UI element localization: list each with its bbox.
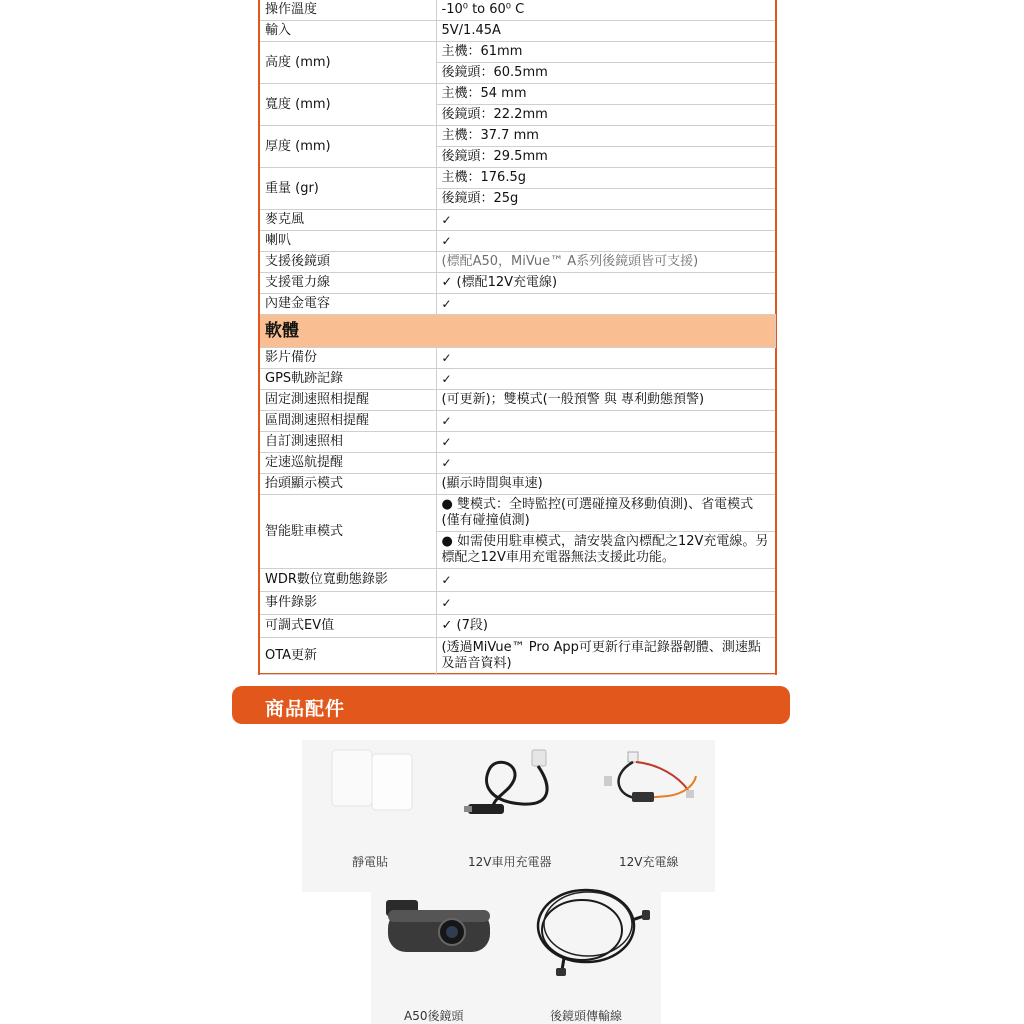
check-icon: ✓ — [436, 348, 775, 369]
spec-value: ● 如需使用駐車模式，請安裝盒內標配之12V充電線。另標配之12V車用充電器無法支援此功能。 — [436, 532, 775, 569]
car-charger-icon — [462, 746, 562, 826]
table-row — [260, 569, 775, 592]
table-row — [260, 168, 775, 189]
spec-label: 支援後鏡頭 — [260, 252, 436, 273]
hardwire-cable-icon — [598, 746, 702, 816]
spec-label: 內建金電容 — [260, 294, 436, 315]
table-row — [260, 273, 775, 294]
spec-value: ✓ (7段) — [436, 615, 775, 638]
check-icon: ✓ — [436, 369, 775, 390]
spec-value: (顯示時間與車速) — [436, 474, 775, 495]
table-row — [260, 42, 775, 63]
table-row — [260, 432, 775, 453]
check-icon: ✓ — [436, 569, 775, 592]
spec-value: 主機：37.7 mm — [436, 126, 775, 147]
section-title: 軟體 — [260, 315, 775, 348]
table-row — [260, 348, 775, 369]
table-row — [260, 390, 775, 411]
spec-table — [260, 0, 776, 675]
spec-table-container — [258, 0, 777, 675]
table-row — [260, 21, 775, 42]
table-row — [260, 411, 775, 432]
table-row — [260, 210, 775, 231]
accessory-label: 12V充電線 — [619, 855, 679, 869]
table-row — [260, 294, 775, 315]
accessory-label: A50後鏡頭 — [404, 1009, 464, 1023]
table-row — [260, 369, 775, 390]
spec-label: 喇叭 — [260, 231, 436, 252]
spec-label: GPS軌跡記錄 — [260, 369, 436, 390]
spec-label: 抬頭顯示模式 — [260, 474, 436, 495]
accessories-banner — [232, 686, 790, 724]
section-header-software — [260, 315, 775, 348]
table-row — [260, 592, 775, 615]
spec-label: WDR數位寬動態錄影 — [260, 569, 436, 592]
table-row — [260, 0, 775, 21]
spec-label: 重量 (gr) — [260, 168, 436, 210]
spec-label: 區間測速照相提醒 — [260, 411, 436, 432]
table-row — [260, 474, 775, 495]
accessory-label: 後鏡頭傳輸線 — [550, 1009, 623, 1023]
spec-value: 後鏡頭：60.5mm — [436, 63, 775, 84]
spec-label: 支援電力線 — [260, 273, 436, 294]
spec-label: 可調式EV值 — [260, 615, 436, 638]
spec-label: 厚度 (mm) — [260, 126, 436, 168]
spec-value: 5V/1.45A — [436, 21, 775, 42]
check-icon: ✓ — [436, 592, 775, 615]
spec-value: ✓ (標配12V充電線) — [436, 273, 775, 294]
spec-value: -10⁰ to 60⁰ C — [436, 0, 775, 21]
table-row — [260, 126, 775, 147]
check-icon: ✓ — [436, 231, 775, 252]
check-icon: ✓ — [436, 294, 775, 315]
spec-value: 主機：61mm — [436, 42, 775, 63]
spec-value: (透過MiVue™ Pro App可更新行車記錄器韌體、測速點及語音資料) — [436, 638, 775, 675]
spec-value: (標配A50，MiVue™ A系列後鏡頭皆可支援) — [436, 252, 775, 273]
table-row — [260, 638, 775, 675]
spec-label: 影片備份 — [260, 348, 436, 369]
check-icon: ✓ — [436, 411, 775, 432]
spec-label: 智能駐車模式 — [260, 495, 436, 569]
spec-label: 高度 (mm) — [260, 42, 436, 84]
check-icon: ✓ — [436, 210, 775, 231]
spec-label: 固定測速照相提醒 — [260, 390, 436, 411]
accessories-title: 商品配件 — [265, 698, 346, 720]
accessory-label: 12V車用充電器 — [468, 855, 552, 869]
spec-label: 事件錄影 — [260, 592, 436, 615]
spec-label: 自訂測速照相 — [260, 432, 436, 453]
spec-value: ● 雙模式：全時監控(可選碰撞及移動偵測)、省電模式(僅有碰撞偵測) — [436, 495, 775, 532]
accessory-label: 靜電貼 — [352, 855, 389, 869]
spec-label: OTA更新 — [260, 638, 436, 675]
spec-label: 麥克風 — [260, 210, 436, 231]
table-row — [260, 615, 775, 638]
table-row — [260, 231, 775, 252]
spec-value: 主機：54 mm — [436, 84, 775, 105]
spec-value: 後鏡頭：29.5mm — [436, 147, 775, 168]
spec-label: 操作溫度 — [260, 0, 436, 21]
table-row — [260, 453, 775, 474]
rear-camera-icon — [382, 896, 494, 958]
check-icon: ✓ — [436, 432, 775, 453]
spec-label: 定速巡航提醒 — [260, 453, 436, 474]
rear-camera-cable-icon — [524, 880, 654, 978]
table-row — [260, 495, 775, 532]
spec-value: 主機：176.5g — [436, 168, 775, 189]
table-row — [260, 84, 775, 105]
spec-value: 後鏡頭：22.2mm — [436, 105, 775, 126]
spec-value: (可更新)；雙模式(一般預警 與 專利動態預警) — [436, 390, 775, 411]
spec-value: 後鏡頭：25g — [436, 189, 775, 210]
spec-label: 寬度 (mm) — [260, 84, 436, 126]
check-icon: ✓ — [436, 453, 775, 474]
spec-label: 輸入 — [260, 21, 436, 42]
static-sticker-icon — [322, 746, 422, 812]
table-row — [260, 252, 775, 273]
